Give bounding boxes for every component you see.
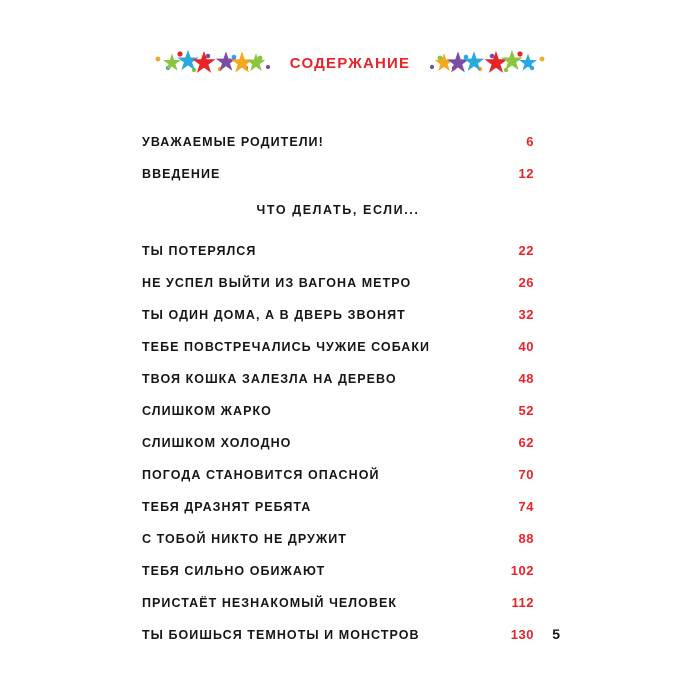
toc-entry-page: 40	[518, 339, 534, 354]
toc-entry[interactable]	[142, 595, 534, 610]
toc-entry-title: НЕ УСПЕЛ ВЫЙТИ ИЗ ВАГОНА МЕТРО	[142, 276, 412, 290]
toc-section-heading: ЧТО ДЕЛАТЬ, ЕСЛИ...	[256, 203, 420, 217]
toc-entry[interactable]	[142, 499, 534, 514]
leader-dots	[355, 540, 501, 541]
toc-entry-page: 12	[518, 166, 534, 181]
toc-entry-page: 102	[510, 563, 534, 578]
page-folio: 5	[552, 626, 560, 642]
leader-dots	[332, 143, 501, 144]
leader-dots	[228, 175, 501, 176]
table-of-contents	[142, 134, 534, 659]
toc-entry[interactable]	[142, 435, 534, 450]
toc-entry-page: 70	[518, 467, 534, 482]
toc-entry[interactable]	[142, 467, 534, 482]
toc-entry[interactable]	[142, 563, 534, 578]
toc-entry-page: 6	[526, 134, 534, 149]
toc-entry-title: СЛИШКОМ ХОЛОДНО	[142, 436, 292, 450]
toc-entry[interactable]	[142, 339, 534, 354]
toc-entry[interactable]	[142, 371, 534, 386]
toc-entry-page: 62	[518, 435, 534, 450]
leader-dots	[438, 348, 501, 349]
toc-entry-page: 48	[518, 371, 534, 386]
leader-dots	[280, 412, 501, 413]
toc-entry-page: 88	[518, 531, 534, 546]
toc-entry-page: 22	[518, 243, 534, 258]
leader-dots	[333, 572, 501, 573]
toc-entry-title: ТЫ БОИШЬСЯ ТЕМНОТЫ И МОНСТРОВ	[142, 628, 420, 642]
toc-entry-title: ТВОЯ КОШКА ЗАЛЕЗЛА НА ДЕРЕВО	[142, 372, 397, 386]
toc-entry-title: ТЫ ОДИН ДОМА, А В ДВЕРЬ ЗВОНЯТ	[142, 308, 406, 322]
leader-dots	[264, 252, 501, 253]
leader-dots	[405, 604, 501, 605]
toc-entry[interactable]	[142, 403, 534, 418]
toc-entry-page: 52	[518, 403, 534, 418]
page-title: СОДЕРЖАНИЕ	[289, 54, 411, 72]
leader-dots	[414, 316, 501, 317]
toc-entry-title: ТЕБЯ ДРАЗНЯТ РЕБЯТА	[142, 500, 312, 514]
toc-entry-page: 26	[518, 275, 534, 290]
toc-entry[interactable]	[142, 134, 534, 149]
toc-entry-title: УВАЖАЕМЫЕ РОДИТЕЛИ!	[142, 135, 324, 149]
leader-dots	[419, 284, 501, 285]
leader-dots	[299, 444, 501, 445]
toc-entry[interactable]	[142, 243, 534, 258]
toc-entry-title: ТЫ ПОТЕРЯЛСЯ	[142, 244, 257, 258]
leader-dots	[388, 476, 502, 477]
page-header	[0, 40, 700, 86]
toc-entry-title: СЛИШКОМ ЖАРКО	[142, 404, 272, 418]
star-burst-ornament-left-icon	[150, 43, 272, 83]
toc-entry-page: 32	[518, 307, 534, 322]
toc-entry-title: ПРИСТАЁТ НЕЗНАКОМЫЙ ЧЕЛОВЕК	[142, 596, 398, 610]
star-burst-ornament-right-icon	[428, 43, 550, 83]
toc-entry-title: ВВЕДЕНИЕ	[142, 167, 221, 181]
toc-entry-page: 74	[518, 499, 534, 514]
toc-entry[interactable]	[142, 275, 534, 290]
leader-dots	[428, 636, 501, 637]
toc-entry-title: ТЕБЯ СИЛЬНО ОБИЖАЮТ	[142, 564, 326, 578]
toc-entry-page: 112	[511, 595, 534, 610]
leader-dots	[319, 508, 501, 509]
toc-entry-title: ПОГОДА СТАНОВИТСЯ ОПАСНОЙ	[142, 468, 380, 482]
toc-entry-title: С ТОБОЙ НИКТО НЕ ДРУЖИТ	[142, 532, 347, 546]
toc-entry-title: ТЕБЕ ПОВСТРЕЧАЛИСЬ ЧУЖИЕ СОБАКИ	[142, 340, 431, 354]
leader-dots	[405, 380, 501, 381]
toc-entry[interactable]	[142, 627, 534, 642]
toc-entry-page: 130	[510, 627, 534, 642]
toc-entry[interactable]	[142, 307, 534, 322]
toc-entry[interactable]	[142, 166, 534, 181]
toc-entry[interactable]	[142, 531, 534, 546]
